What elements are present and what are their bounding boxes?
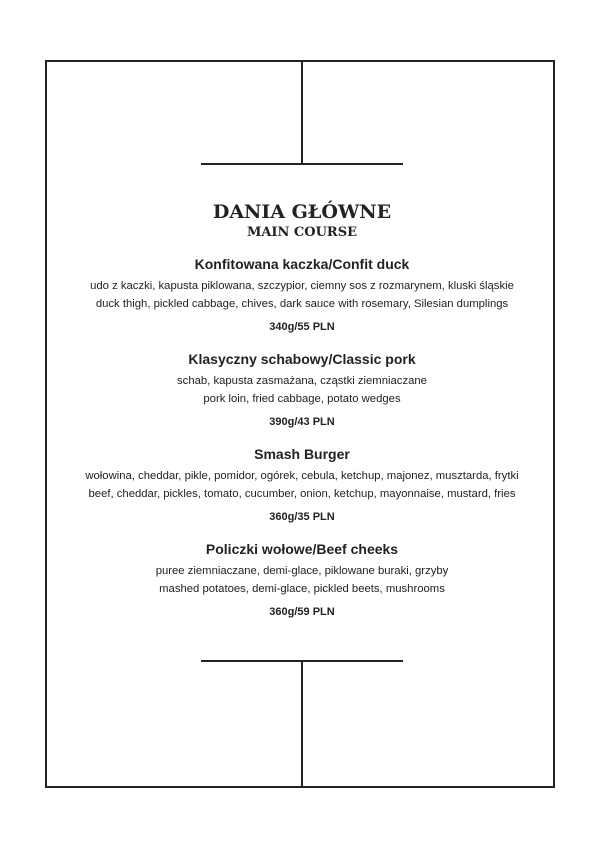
dish-item — [47, 444, 557, 525]
top-horizontal-divider — [201, 163, 403, 165]
bottom-vertical-divider — [301, 660, 303, 788]
menu-content — [47, 200, 557, 634]
dish-name: Smash Burger — [254, 446, 350, 462]
dish-description-pl: udo z kaczki, kapusta piklowana, szczypior, ciemny sos z rozmarynem, kluski śląskie — [90, 280, 514, 292]
dish-price: 390g/43 PLN — [269, 416, 335, 428]
dish-description-pl: wołowina, cheddar, pikle, pomidor, ogórek, cebula, ketchup, majonez, musztarda, frytki — [85, 470, 519, 482]
top-vertical-divider — [301, 60, 303, 164]
dish-price: 360g/59 PLN — [269, 606, 335, 618]
dish-description-en: duck thigh, pickled cabbage, chives, dark sauce with rosemary, Silesian dumplings — [95, 298, 509, 310]
dish-description-en: pork loin, fried cabbage, potato wedges — [203, 393, 401, 405]
dish-item — [47, 254, 557, 335]
dish-name: Policzki wołowe/Beef cheeks — [205, 541, 399, 557]
dish-item — [47, 349, 557, 430]
dish-description-en: mashed potatoes, demi-glace, pickled beets, mushrooms — [159, 583, 445, 595]
dish-name: Konfitowana kaczka/Confit duck — [194, 256, 410, 272]
dish-item — [47, 539, 557, 620]
dish-description-pl: puree ziemniaczane, demi-glace, piklowane buraki, grzyby — [155, 565, 449, 577]
dish-description-en: beef, cheddar, pickles, tomato, cucumber, onion, ketchup, mayonnaise, mustard, fries — [88, 488, 516, 500]
dish-description-pl: schab, kapusta zasmażana, cząstki ziemniaczane — [177, 375, 427, 387]
dish-name: Klasyczny schabowy/Classic pork — [188, 351, 416, 367]
menu-title: DANIA GŁÓWNE — [212, 201, 392, 223]
dish-price: 360g/35 PLN — [269, 511, 335, 523]
dish-price: 340g/55 PLN — [269, 321, 335, 333]
menu-subtitle: MAIN COURSE — [246, 225, 358, 240]
